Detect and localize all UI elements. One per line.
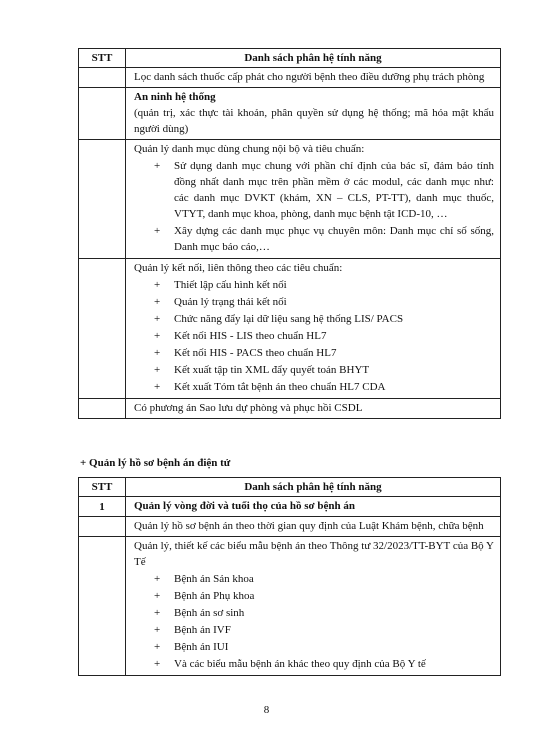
table-row: [79, 259, 501, 399]
row-title: Quản lý kết nối, liên thông theo các tiêu chuẩn:: [134, 262, 343, 274]
plus-bullet-icon: +: [154, 658, 161, 670]
row-number: 1: [79, 497, 126, 517]
list-item: + Bệnh án sơ sinh: [154, 607, 245, 619]
table-row: [79, 537, 501, 676]
page-number: 8: [263, 704, 270, 716]
plus-bullet-icon: +: [154, 624, 161, 636]
list-item: + Bệnh án IVF: [154, 624, 231, 636]
list-item: + Và các biểu mẫu bệnh án khác theo quy định của Bộ Y tế: [154, 658, 426, 670]
row-text: (quản trị, xác thực tài khoản, phân quyền sử dụng hệ thống; mã hóa mật khẩu người dùng): [134, 107, 494, 135]
header-stt: STT: [79, 478, 126, 497]
list-item: + Kết nối HIS - LIS theo chuẩn HL7: [154, 330, 327, 342]
plus-bullet-icon: +: [154, 160, 161, 172]
list-item: + Bệnh án Sản khoa: [154, 573, 254, 585]
plus-bullet-icon: +: [154, 607, 161, 619]
plus-bullet-icon: +: [154, 279, 161, 291]
table-row: [79, 399, 501, 419]
row-title: An ninh hệ thống: [134, 91, 216, 103]
plus-bullet-icon: +: [154, 590, 161, 602]
header-stt: STT: [79, 49, 126, 68]
row-title: Quản lý danh mục dùng chung nội bộ và tiêu chuẩn:: [134, 143, 365, 155]
table-row: [79, 68, 501, 88]
features-table-2: [78, 477, 501, 676]
list-item: + Xây dựng các danh mục phục vụ chuyên môn: Danh mục chỉ số sống, Danh mục báo cáo,…: [154, 225, 494, 253]
list-item: + Kết nối HIS - PACS theo chuẩn HL7: [154, 347, 337, 359]
table-header-row: [79, 478, 501, 497]
header-features: Danh sách phân hệ tính năng: [126, 49, 501, 68]
list-item: + Kết xuất tập tin XML đẩy quyết toán BHYT: [154, 364, 370, 376]
table-row: [79, 88, 501, 140]
list-item: + Quản lý trạng thái kết nối: [154, 296, 287, 308]
plus-bullet-icon: +: [154, 347, 161, 359]
row-text: Lọc danh sách thuốc cấp phát cho người bệnh theo điều dưỡng phụ trách phòng: [126, 68, 501, 88]
table-header-row: [79, 49, 501, 68]
row-title: Quản lý, thiết kế các biểu mẫu bệnh án theo Thông tư 32/2023/TT-BYT của Bộ Y Tế: [134, 540, 494, 568]
row-title: Quản lý vòng đời và tuổi thọ của hồ sơ bệnh án: [126, 497, 501, 517]
plus-bullet-icon: +: [154, 313, 161, 325]
list-item: + Kết xuất Tóm tắt bệnh án theo chuẩn HL7 CDA: [154, 381, 386, 393]
table-row: [79, 497, 501, 517]
plus-bullet-icon: +: [154, 641, 161, 653]
list-item: + Bệnh án Phụ khoa: [154, 590, 255, 602]
plus-bullet-icon: +: [154, 225, 161, 237]
list-item: + Thiết lập cấu hình kết nối: [154, 279, 287, 291]
features-table-1: [78, 48, 501, 419]
list-item: + Sử dụng danh mục chung với phần chỉ định của bác sĩ, đảm bảo tính đồng nhất danh mục trên phần mềm ở các modul, các danh mục như: các danh mục DVKT (khám, XN – CLS, PT-TT), danh mục thuốc, VTYT, danh mục khoa, phòng, danh mục bệnh tật ICD-10, …: [154, 160, 494, 220]
header-features: Danh sách phân hệ tính năng: [126, 478, 501, 497]
list-item: + Bệnh án IUI: [154, 641, 229, 653]
row-text: Có phương án Sao lưu dự phòng và phục hồi CSDL: [126, 399, 501, 419]
plus-bullet-icon: +: [154, 364, 161, 376]
plus-bullet-icon: +: [154, 381, 161, 393]
plus-bullet-icon: +: [154, 573, 161, 585]
plus-bullet-icon: +: [154, 330, 161, 342]
list-item: + Chức năng đẩy lại dữ liệu sang hệ thống LIS/ PACS: [154, 313, 404, 325]
table-row: [79, 140, 501, 259]
section-heading: + Quản lý hồ sơ bệnh án điện tử: [80, 457, 231, 469]
row-text: Quản lý hồ sơ bệnh án theo thời gian quy định của Luật Khám bệnh, chữa bệnh: [126, 517, 501, 537]
table-row: [79, 517, 501, 537]
plus-bullet-icon: +: [154, 296, 161, 308]
